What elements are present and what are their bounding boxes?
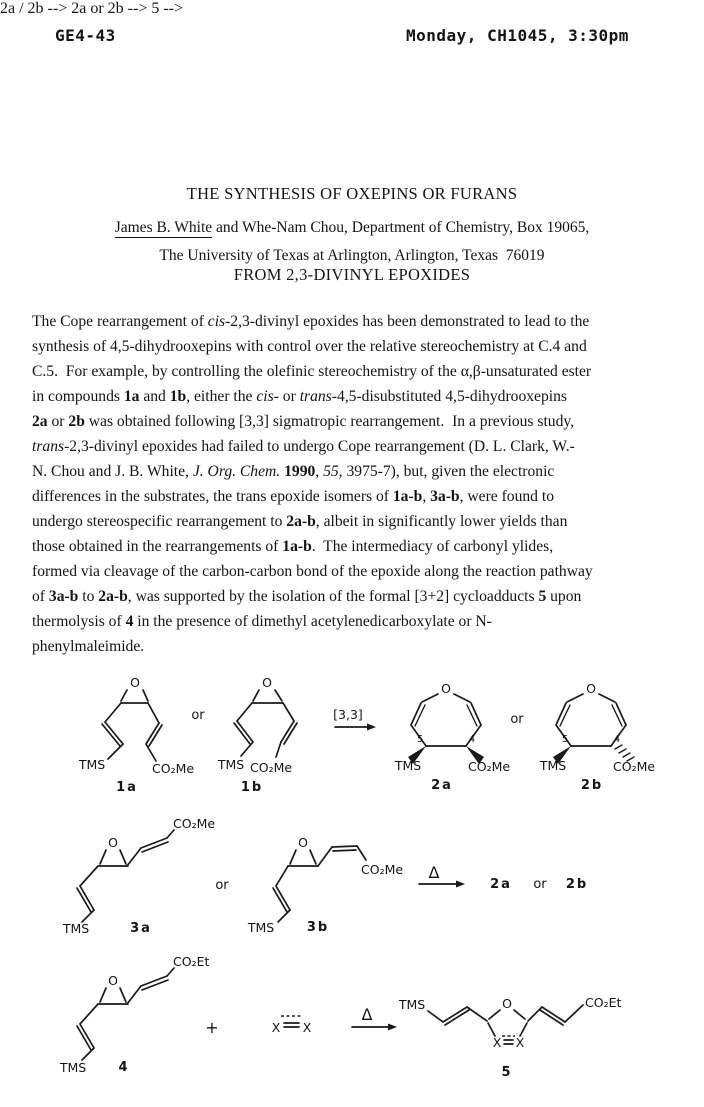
bond-lines xyxy=(408,694,484,764)
ester-label: CO₂Me xyxy=(250,760,293,775)
compound-label-2b: 2b xyxy=(580,778,604,793)
abstract-text: , 3975-7), but, given the electronic xyxy=(338,463,555,480)
author-line-1-rest: and Whe-Nam Chou, Department of Chemistry, Box 19065, xyxy=(212,219,590,236)
ester-label: CO₂Me xyxy=(361,862,404,877)
abstract-text: 1a-b xyxy=(282,538,312,555)
abstract-text: 4 xyxy=(125,613,134,630)
ester-label: CO₂Et xyxy=(173,954,210,969)
result-label-2a: 2a xyxy=(490,877,512,892)
abstract-text: cis- xyxy=(256,388,279,405)
structure-1a xyxy=(78,675,195,795)
ester-label: CO₂Me xyxy=(173,816,216,831)
compound-label-3a: 3a xyxy=(130,921,152,936)
abstract-line xyxy=(32,434,697,459)
abstract-text: undergo stereospecific rearrangement to xyxy=(32,513,287,530)
abstract-line xyxy=(32,609,697,634)
scheme-row-3 xyxy=(0,945,704,1090)
abstract-text: trans xyxy=(299,388,332,405)
ester-label: CO₂Et xyxy=(585,995,622,1010)
abstract-line xyxy=(32,484,697,509)
abstract-text: 55 xyxy=(323,463,339,480)
abstract-line xyxy=(32,459,697,484)
abstract-text: , was supported by the isolation of the formal [3+2] cycloadducts xyxy=(127,588,539,605)
bond-lines xyxy=(273,846,366,922)
compound-label-1b: 1b xyxy=(240,780,264,795)
structure-3b xyxy=(247,835,404,935)
abstract-text: 1a-b xyxy=(392,488,423,505)
tms-label: TMS xyxy=(539,758,567,773)
abstract-text: 1990 xyxy=(284,463,316,480)
abstract-text: 1b xyxy=(169,388,187,405)
abstract-text: -2,3-divinyl epoxides has been demonstrated to lead to the xyxy=(225,313,590,330)
abstract-text: in the presence of dimethyl acetylenedicarboxylate or N- xyxy=(133,613,492,630)
abstract-text: N. Chou and J. B. White, xyxy=(32,463,193,480)
bond-lines xyxy=(102,690,162,761)
x-atom-label: X xyxy=(515,1035,525,1050)
tms-label: TMS xyxy=(59,1060,87,1075)
dipolarophile-x-x xyxy=(272,1016,312,1035)
bond-lines xyxy=(553,694,634,764)
or-text: or xyxy=(215,878,229,893)
abstract-text: in compounds xyxy=(32,388,124,405)
session-code: GE4-43 xyxy=(55,26,116,45)
abstract-text: , either the xyxy=(186,388,257,405)
abstract-text: was obtained following [3,3] sigmatropic rearrangement. In a previous study, xyxy=(84,413,575,430)
oxygen-label: O xyxy=(108,835,118,850)
abstract-text: or xyxy=(47,413,69,430)
structure-5 xyxy=(398,995,622,1080)
oxygen-label: O xyxy=(298,835,308,850)
position-5-label: 5 xyxy=(416,734,424,745)
x-atom-label: X xyxy=(302,1020,312,1035)
scheme-row-2 xyxy=(0,812,704,940)
abstract-line xyxy=(32,334,697,359)
abstract-text: trans xyxy=(32,438,65,455)
ester-label: CO₂Me xyxy=(468,759,511,774)
abstract-line xyxy=(32,634,697,659)
structure-1b xyxy=(217,675,297,795)
or-text: or xyxy=(510,712,524,727)
abstract-text: 5 xyxy=(538,588,547,605)
abstract-text: , albeit in significantly lower yields than xyxy=(315,513,568,530)
abstract-text: 2a-b xyxy=(286,513,316,530)
abstract-line xyxy=(32,309,697,334)
oxygen-label: O xyxy=(586,681,596,696)
abstract-line xyxy=(32,384,697,409)
abstract-text: 2a xyxy=(32,413,48,430)
delta-symbol: Δ xyxy=(428,863,440,882)
abstract-line xyxy=(32,534,697,559)
oxygen-label: O xyxy=(108,973,118,988)
structure-2a xyxy=(394,681,511,793)
position-4-label: 4 xyxy=(468,734,476,745)
abstract-text: and xyxy=(139,388,170,405)
abstract-text: thermolysis of xyxy=(32,613,126,630)
or-text: or xyxy=(533,877,547,892)
oxygen-label: O xyxy=(441,681,451,696)
result-label-2b: 2b xyxy=(565,877,589,892)
abstract-text: formed via cleavage of the carbon-carbon bond of the epoxide along the reaction pathway xyxy=(32,563,593,580)
reaction-arrow-delta xyxy=(352,1005,397,1031)
abstract-text: those obtained in the rearrangements of xyxy=(32,538,283,555)
oxygen-label: O xyxy=(502,996,512,1011)
abstract-text: of xyxy=(32,588,49,605)
abstract-text: 3a-b xyxy=(48,588,79,605)
abstract-text: 3a-b xyxy=(430,488,460,505)
or-text: or xyxy=(191,708,205,723)
plus-sign: + xyxy=(205,1018,219,1037)
scheme-row-1 xyxy=(0,668,704,802)
tms-label: TMS xyxy=(247,920,275,935)
ester-label: CO₂Me xyxy=(152,761,195,776)
abstract-text: phenylmaleimide. xyxy=(32,638,145,655)
abstract-text: cis xyxy=(207,313,226,330)
abstract-text: C.5. For example, by controlling the olefinic stereochemistry of the α,β-unsaturated ester xyxy=(32,363,592,380)
tms-label: TMS xyxy=(62,921,90,936)
structure-2b xyxy=(539,681,656,793)
abstract-text: upon xyxy=(546,588,582,605)
compound-label-2a: 2a xyxy=(431,778,453,793)
author-line-2: The University of Texas at Arlington, Arlington, Texas 76019 xyxy=(159,246,545,264)
abstract-line xyxy=(32,409,697,434)
oxygen-label: O xyxy=(130,675,140,690)
compound-label-5: 5 xyxy=(501,1065,513,1080)
presenting-author: James B. White xyxy=(114,219,213,236)
abstract-text: , were found to xyxy=(459,488,555,505)
abstract xyxy=(32,309,697,659)
compound-label-1a: 1a xyxy=(116,780,138,795)
ester-label: CO₂Me xyxy=(613,759,656,774)
tms-label: TMS xyxy=(78,757,106,772)
reaction-arrow-delta xyxy=(419,863,465,888)
abstract-text: -2,3-divinyl epoxides had failed to undergo Cope rearrangement (D. L. Clark, W.- xyxy=(64,438,575,455)
compound-label-4: 4 xyxy=(118,1060,130,1075)
abstract-text: 1a xyxy=(123,388,140,405)
position-4-label: 4 xyxy=(613,734,621,745)
author-line-1 xyxy=(0,214,704,242)
author-block xyxy=(0,214,704,269)
abstract-text: , xyxy=(422,488,431,505)
title-line-1: THE SYNTHESIS OF OXEPINS OR FURANS xyxy=(186,184,518,203)
abstract-text: differences in the substrates, the trans epoxide isomers of xyxy=(32,488,393,505)
tms-label: TMS xyxy=(394,758,422,773)
abstract-text: synthesis of 4,5-dihydrooxepins with control over the relative stereochemistry at C.4 and xyxy=(32,338,587,355)
delta-symbol: Δ xyxy=(361,1005,373,1024)
compound-label-3b: 3b xyxy=(306,920,330,935)
abstract-text: J. Org. Chem. xyxy=(192,463,281,480)
abstract-line xyxy=(32,559,697,584)
abstract-text: . The intermediacy of carbonyl ylides, xyxy=(311,538,554,555)
bond-lines xyxy=(77,968,174,1060)
abstract-line xyxy=(32,509,697,534)
abstract-text: , xyxy=(315,463,324,480)
abstract-text: to xyxy=(78,588,99,605)
bond-lines xyxy=(234,690,297,757)
abstract-text: 2b xyxy=(68,413,85,430)
x-atom-label: X xyxy=(492,1035,502,1050)
tms-label: TMS xyxy=(217,757,245,772)
tms-label: TMS xyxy=(398,997,426,1012)
abstract-line xyxy=(32,584,697,609)
structure-4 xyxy=(59,954,210,1075)
abstract-text: -4,5-disubstituted 4,5-dihydrooxepins xyxy=(331,388,567,405)
x-atom-label: X xyxy=(271,1020,281,1035)
abstract-text: or xyxy=(278,388,300,405)
structure-3a xyxy=(62,816,216,936)
oxygen-label: O xyxy=(262,675,272,690)
position-5-label: 5 xyxy=(561,734,569,745)
abstract-text: The Cope rearrangement of xyxy=(32,313,208,330)
session-time: Monday, CH1045, 3:30pm xyxy=(406,26,629,45)
sigmatropic-label: [3,3] xyxy=(333,707,363,722)
title-line-2: FROM 2,3-DIVINYL EPOXIDES xyxy=(233,265,471,284)
bond-lines xyxy=(77,830,174,922)
abstract-line xyxy=(32,359,697,384)
abstract-text: 2a-b xyxy=(98,588,128,605)
reaction-arrow-sigmatropic xyxy=(333,707,376,731)
